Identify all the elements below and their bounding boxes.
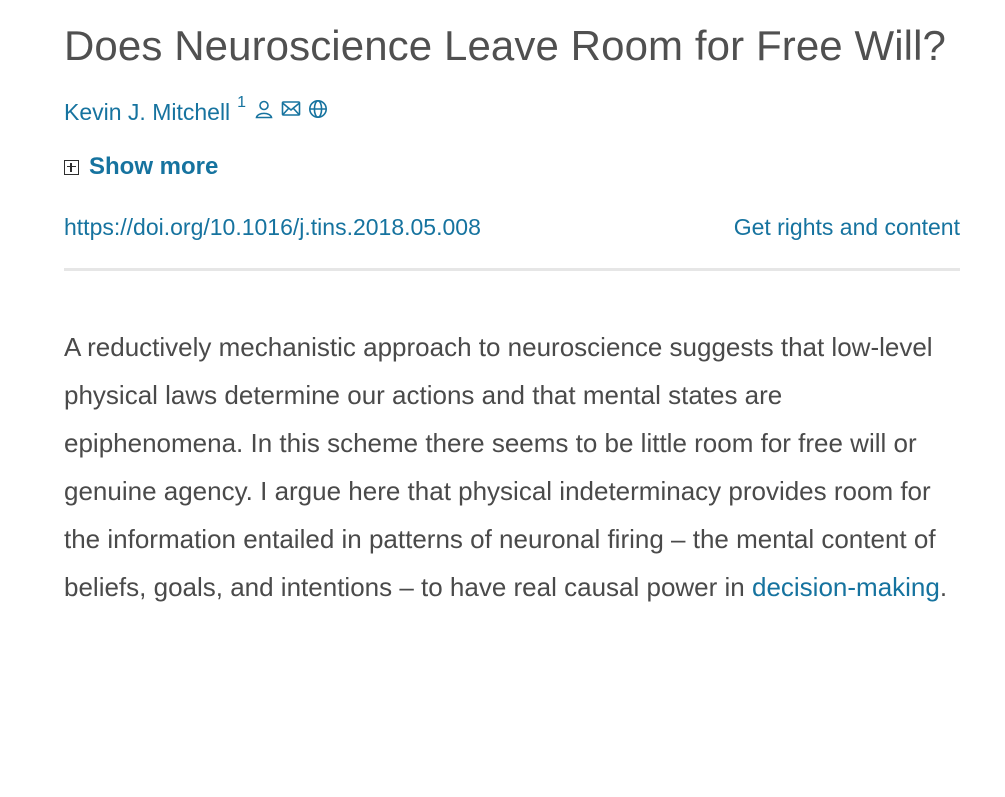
affiliation-marker[interactable]: 1 — [237, 94, 247, 111]
author-name-link[interactable]: Kevin J. Mitchell — [64, 98, 231, 125]
show-more-label: Show more — [89, 153, 219, 180]
person-icon[interactable] — [254, 99, 274, 119]
abstract-text: A reductively mechanistic approach to neuroscience suggests that low-level physical laws determine our actions and that mental states are epiphenomena. In this scheme there seems to be little room for free will or genuine agency. I argue here that physical indeterminacy provides room for the information entailed in patterns of neuronal firing – the mental content of beliefs, goals, and intentions – to have real causal power in — [64, 332, 936, 602]
doi-link[interactable]: https://doi.org/10.1016/j.tins.2018.05.008 — [64, 213, 481, 240]
globe-icon[interactable] — [308, 99, 328, 119]
abstract-end-punctuation: . — [939, 572, 948, 602]
envelope-icon[interactable] — [281, 100, 301, 118]
show-more-toggle[interactable] — [64, 152, 960, 182]
article-title: Does Neuroscience Leave Room for Free Will? — [64, 22, 946, 69]
section-divider — [64, 268, 960, 271]
author-row — [64, 94, 960, 127]
expand-plus-icon — [64, 160, 79, 175]
abstract-paragraph — [64, 323, 960, 611]
author-icons — [254, 99, 328, 119]
article-links-row — [64, 212, 960, 242]
article-header — [64, 0, 960, 611]
rights-and-content-link[interactable]: Get rights and content — [733, 213, 960, 240]
decision-making-link[interactable]: decision-making — [751, 572, 940, 602]
